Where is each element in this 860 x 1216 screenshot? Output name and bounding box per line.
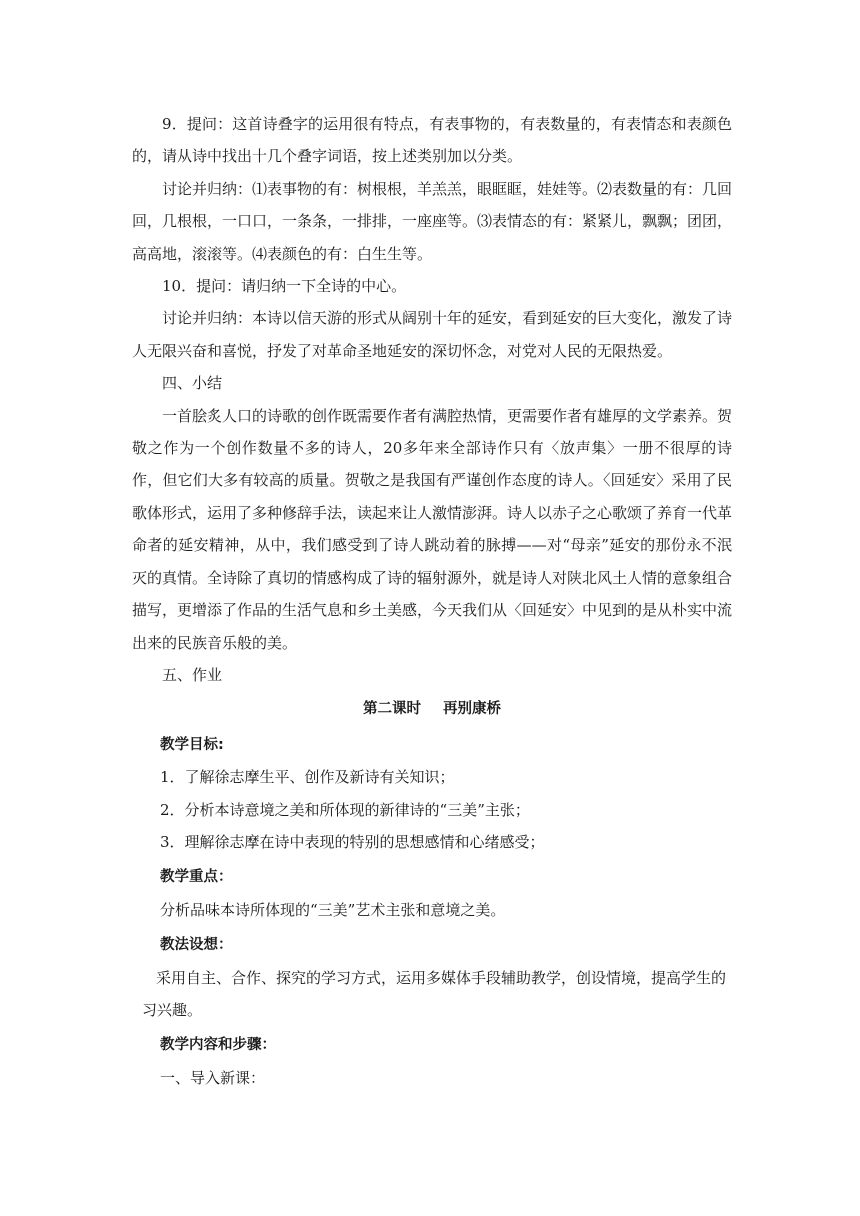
goal-item-2: 2．分析本诗意境之美和所体现的新律诗的“三美”主张； [160, 800, 530, 819]
step-intro: 一、导入新课： [160, 1068, 266, 1087]
question-9-answer: 讨论并归纳：⑴表事物的有：树根根，羊羔羔，眼眶眶，娃娃等。⑵表数量的有：几回回，几根根，一口口，一条条，一排排，一座座等。⑶表情态的有：紧紧儿，飘飘；团团，高高地，滚滚等。⑷表颜色的有：白生生等。 [132, 179, 733, 263]
lesson-title [132, 693, 732, 725]
lesson-title-part2: 再别康桥 [443, 701, 501, 718]
teaching-method-text: 采用自主、合作、探究的学习方式，运用多媒体手段辅助教学，创设情境，提高学生的 [156, 968, 727, 987]
goal-item-3: 3．理解徐志摩在诗中表现的特别的思想感情和心绪感受； [160, 832, 545, 851]
lesson-title-part1: 第二课时 [363, 701, 421, 718]
teaching-focus-label: 教学重点： [160, 869, 233, 886]
teaching-steps-label: 教学内容和步骤： [160, 1037, 276, 1054]
section-heading-homework: 五、作业 [162, 665, 223, 684]
page-content [132, 108, 732, 1094]
question-10-answer: 讨论并归纳：本诗以信天游的形式从阔别十年的延安，看到延安的巨大变化，激发了诗人无限兴奋和喜悦，抒发了对革命圣地延安的深切怀念，对党对人民的无限热爱。 [132, 309, 733, 360]
goal-item-1: 1．了解徐志摩生平、创作及新诗有关知识； [160, 768, 455, 787]
section-heading-summary: 四、小结 [162, 374, 223, 393]
summary-paragraph: 一首脍炙人口的诗歌的创作既需要作者有满腔热情，更需要作者有雄厚的文学素养。贺敬之作为一个创作数量不多的诗人，20多年来全部诗作只有〈放声集〉一册不很厚的诗作，但它们大多有较高的质量。贺敬之是我国有严谨创作态度的诗人。〈回延安〉采用了民歌体形式，运用了多种修辞手法，读起来让人激情澎湃。诗人以赤子之心歌颂了养育一代革命者的延安精神，从中，我们感受到了诗人跳动着的脉搏——对“母亲”延安的那份永不泯灭的真情。全诗除了真切的情感构成了诗的辐射源外，就是诗人对陕北风土人情的意象组合描写，更增添了作品的生活气息和乡土美感，今天我们从〈回延安〉中见到的是从朴实中流出来的民族音乐般的美。 [132, 406, 733, 652]
teaching-goals-label: 教学目标: [160, 736, 224, 753]
question-10: 10．提问：请归纳一下全诗的中心。 [162, 277, 407, 296]
teaching-focus-text: 分析品味本诗所体现的“三美”艺术主张和意境之美。 [160, 900, 506, 919]
teaching-method-label: 教法设想： [160, 937, 233, 954]
teaching-method-text-cont: 习兴趣。 [142, 1000, 203, 1019]
question-9: 9．提问：这首诗叠字的运用很有特点，有表事物的，有表数量的，有表情态和表颜色的，请从诗中找出十几个叠字词语，按上述类别加以分类。 [132, 115, 732, 166]
